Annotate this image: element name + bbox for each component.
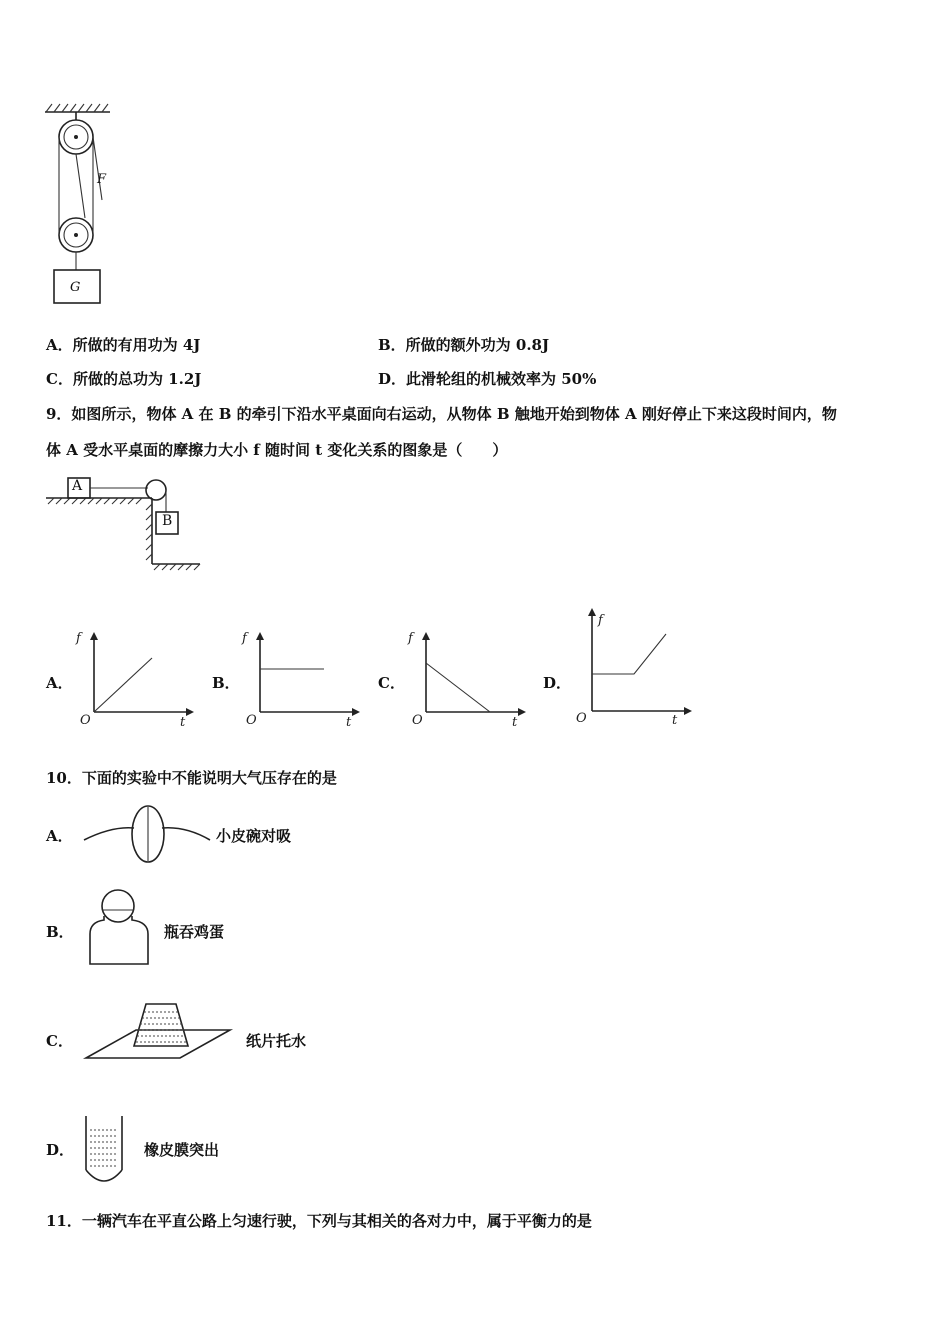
q9-graph-a[interactable] [74,628,194,730]
bottle-egg-figure [86,886,156,972]
rubber-membrane-figure [82,1114,132,1190]
block-b-label: B [162,513,173,529]
graph-d-y-label: f [598,613,603,628]
q10-option-a-caption: 小皮碗对吸 [216,827,292,845]
q11-question: 11．一辆汽车在平直公路上匀速行驶，下列与其相关的各对力中，属于平衡力的是 [46,1212,592,1230]
q10-option-c-caption: 纸片托水 [246,1032,307,1050]
q10-option-d-label[interactable]: D． [46,1141,75,1159]
graph-a-origin: O [80,713,91,728]
graph-c-origin: O [412,713,423,728]
pulley-weight-label: G [70,280,81,295]
q8-option-d[interactable]: D．此滑轮组的机械效率为 50% [378,370,597,388]
q10-option-d-caption: 橡皮膜突出 [144,1141,220,1159]
pulley-system-figure [40,100,120,310]
q8-option-b[interactable]: B．所做的额外功为 0.8J [378,336,550,354]
q9-option-b-label[interactable]: B． [212,674,240,692]
graph-a-y-label: f [76,631,81,646]
q10-option-b-label[interactable]: B． [46,923,74,941]
graph-a-x-label: t [180,715,186,730]
graph-b-x-label: t [346,715,352,730]
q10-option-c-label[interactable]: C． [46,1032,73,1050]
graph-d-x-label: t [672,713,678,728]
q9-graph-c[interactable] [406,628,526,730]
q10-option-a-label[interactable]: A． [46,827,73,845]
graph-b-y-label: f [242,631,247,646]
suction-cups-figure [82,804,212,866]
q9-option-d-label[interactable]: D． [543,674,572,692]
q8-option-a[interactable]: A．所做的有用功为 4J [46,336,201,354]
q9-question-line1: 9．如图所示，物体 A 在 B 的牵引下沿水平桌面向右运动，从物体 B 触地开始到物体 A 刚好停止下来这段时间内，物 [46,405,837,423]
q9-question-line2: 体 A 受水平桌面的摩擦力大小 f 随时间 t 变化关系的图象是（ ） [46,441,508,459]
q10-option-b-caption: 瓶吞鸡蛋 [164,923,225,941]
graph-c-x-label: t [512,715,518,730]
q9-option-c-label[interactable]: C． [378,674,405,692]
paper-water-figure [84,998,234,1064]
pulley-force-label: F [97,172,107,187]
table-block-figure [44,474,204,574]
q9-graph-b[interactable] [240,628,360,730]
graph-c-y-label: f [408,631,413,646]
q8-option-c[interactable]: C．所做的总功为 1.2J [46,370,202,388]
block-a-label: A [72,478,83,494]
graph-b-origin: O [246,713,257,728]
q9-graph-d[interactable] [572,604,700,730]
graph-d-origin: O [576,711,587,726]
q9-option-a-label[interactable]: A． [46,674,73,692]
q10-question: 10．下面的实验中不能说明大气压存在的是 [46,769,337,787]
